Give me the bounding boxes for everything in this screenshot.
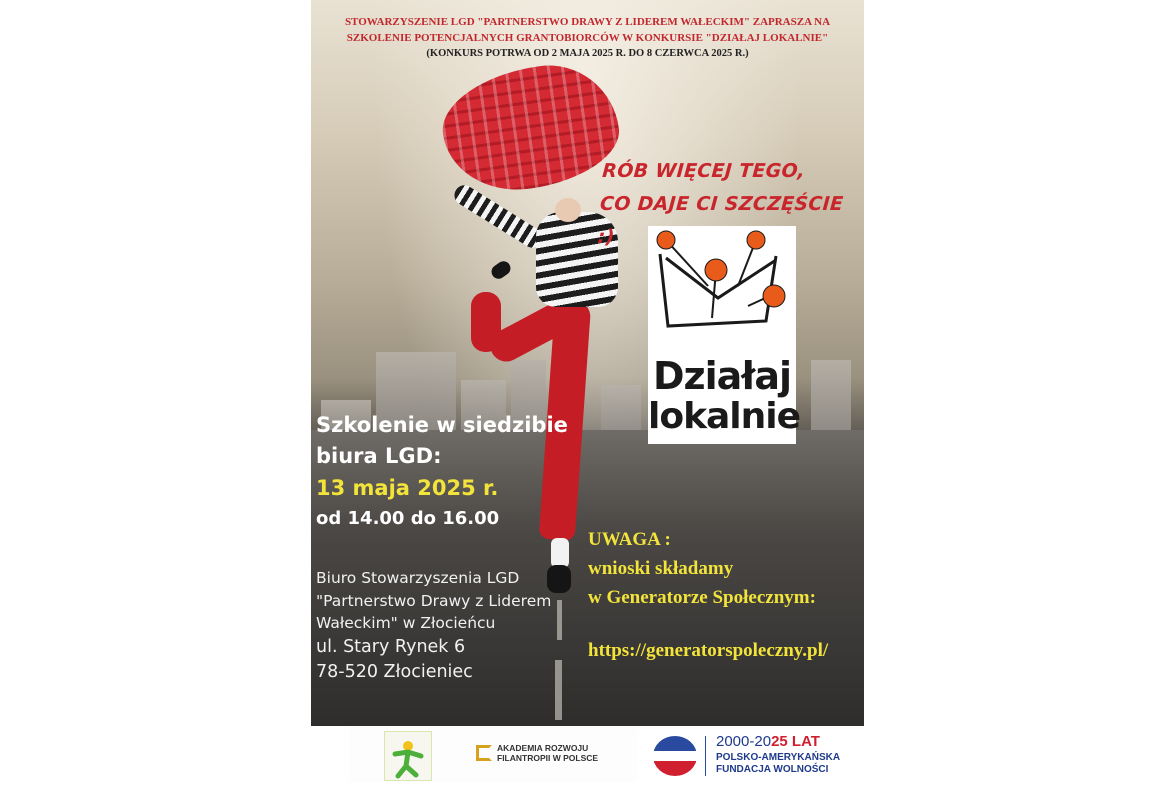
training-info [316, 410, 568, 534]
pafw-name-1: POLSKO-AMERYKAŃSKA [716, 752, 841, 763]
dzialaj-lokalnie-logo [648, 226, 801, 444]
header-line-3: (KONKURS POTRWA OD 2 MAJA 2025 R. DO 8 CZERWCA 2025 R.) [426, 48, 749, 59]
pafw-years [716, 733, 820, 750]
notice-line-2: wnioski składamy [588, 558, 734, 579]
address-line-5: 78-520 Złocieniec [316, 661, 473, 682]
flowers-envelope-icon [648, 226, 796, 356]
notice-block [588, 525, 816, 612]
pafw-logo [637, 730, 864, 782]
address-line-2: "Partnerstwo Drawy z Liderem [316, 591, 552, 610]
head [555, 198, 581, 222]
arm [451, 182, 546, 252]
address-line-3: Wałeckim" w Złocieńcu [316, 614, 496, 632]
training-line-2: biura LGD: [316, 444, 442, 468]
slogan-line-2: CO DAJE CI SZCZĘŚCIE :) [596, 193, 845, 248]
logo-word-1: Działaj [652, 354, 792, 398]
lgd-logo [384, 731, 432, 781]
address-block [316, 567, 551, 685]
pafw-name [716, 752, 840, 776]
generator-link[interactable]: https://generatorspoleczny.pl/ [588, 640, 829, 661]
pafw-name-2: FUNDACJA WOLNOŚCI [716, 764, 829, 775]
header-line-1: STOWARZYSZENIE LGD "PARTNERSTWO DRAWY Z LIDEREM WAŁECKIM" ZAPRASZA NA [344, 16, 831, 28]
shoe [489, 259, 513, 282]
sock [551, 538, 569, 568]
flag-circle-icon [653, 736, 697, 776]
address-line-1: Biuro Stowarzyszenia LGD [316, 569, 520, 587]
header-line-2: SZKOLENIE POTENCJALNYCH GRANTOBIORCÓW W KONKURSIE "DZIAŁAJ LOKALNIE" [346, 32, 829, 44]
training-line-1: Szkolenie w siedzibie [316, 413, 568, 437]
arf-logo [476, 743, 598, 763]
slogan-line-1: RÓB WIĘCEJ TEGO, [601, 160, 806, 182]
address-line-4: ul. Stary Rynek 6 [316, 636, 466, 657]
red-scarf [436, 56, 626, 199]
notice-line-1: UWAGA : [588, 529, 671, 550]
pafw-years-a: 2000-20 [716, 733, 772, 750]
training-time: od 14.00 do 16.00 [316, 508, 500, 529]
arf-mark-icon [476, 745, 492, 761]
arf-line-1: AKADEMIA ROZWOJU [497, 743, 589, 753]
training-date: 13 maja 2025 r. [316, 476, 499, 500]
logo-word-2: lokalnie [648, 396, 801, 437]
notice-line-3: w Generatorze Społecznym: [588, 587, 816, 608]
pafw-years-b: 25 LAT [771, 733, 820, 750]
poster [311, 0, 864, 726]
lgd-figure-icon [385, 732, 431, 780]
divider [705, 736, 706, 776]
arf-line-2: FILANTROPII W POLSCE [497, 753, 599, 763]
